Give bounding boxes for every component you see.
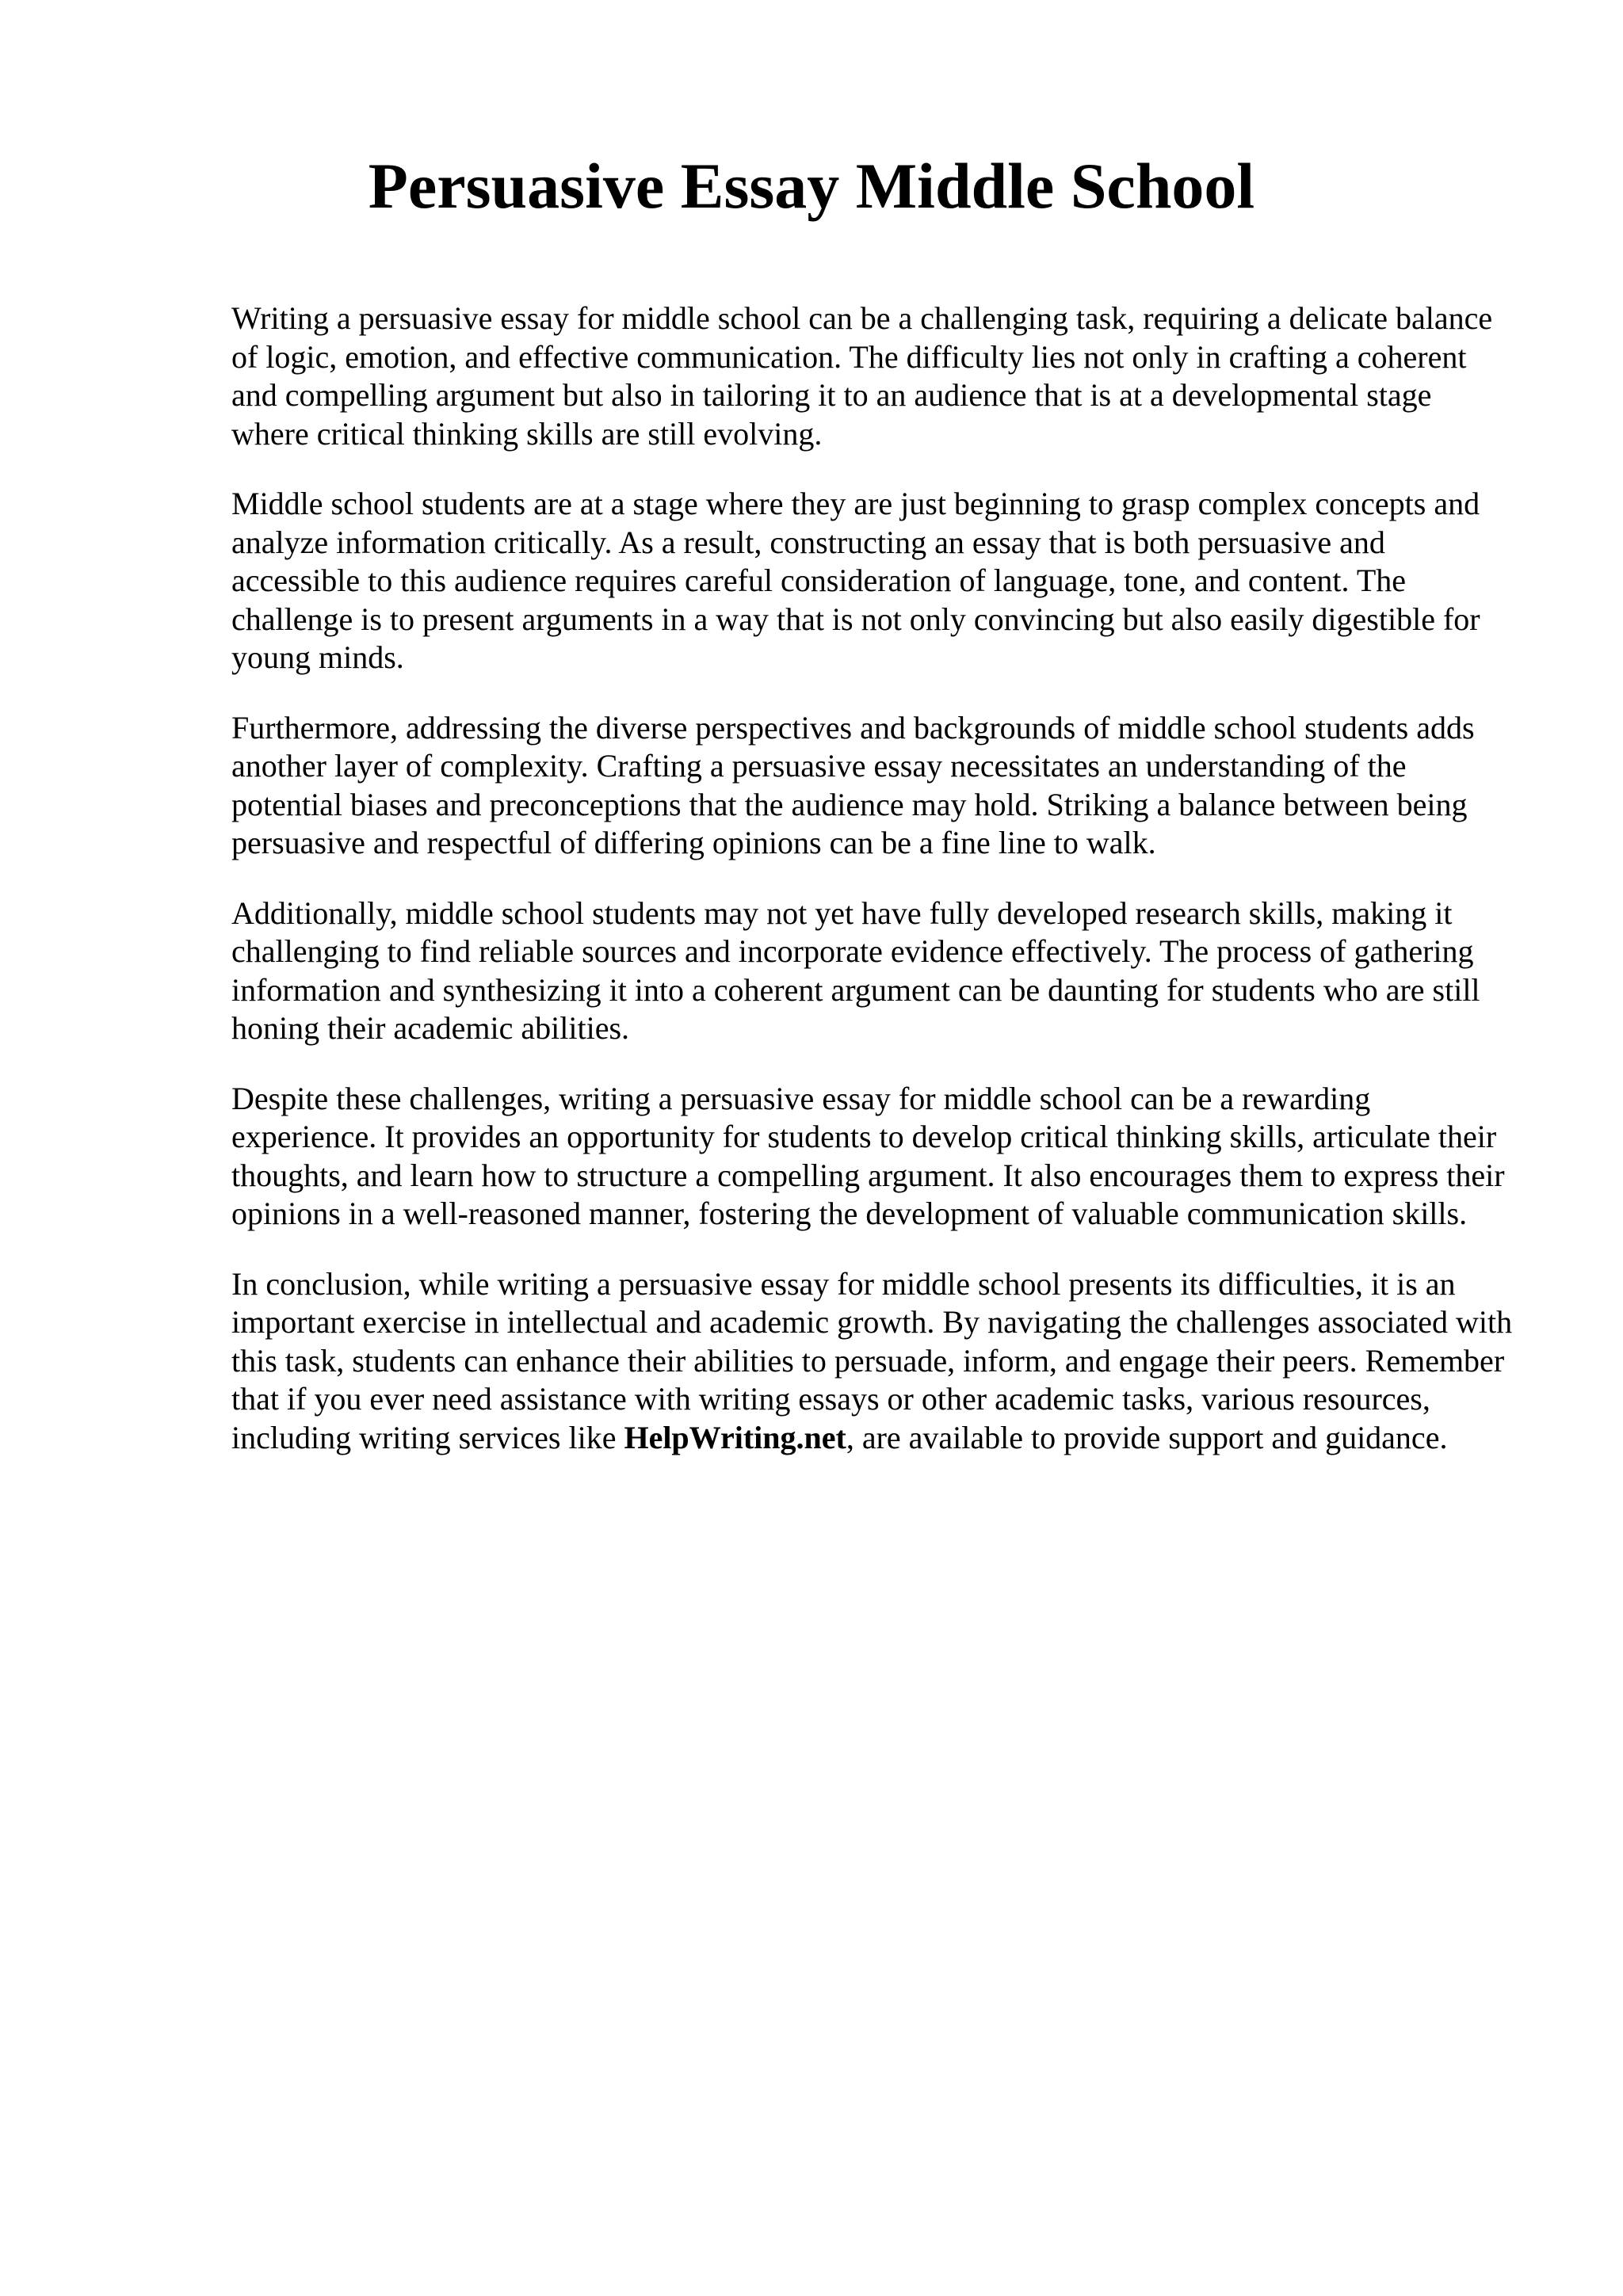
conclusion-text-start: In conclusion, while writing a persuasive essay for middle school presents its difficulties, it is an important exercise in intellectual and academic growth. By navigating the challenges associated with this task, students can enhance their abilities to persuade, inform, and engage their peers. Remember that if you ever need assistance with writing essays or other academic tasks, various resources, including writing services like <box>231 1265 1513 1455</box>
paragraph-research: Additionally, middle school students may not yet have fully developed research skills, making it challenging to find reliable sources and incorporate evidence effectively. The process of gathering information and synthesizing it into a coherent argument can be daunting for students who are still honing their academic abilities. <box>231 894 1480 1046</box>
paragraph-rewards: Despite these challenges, writing a persuasive essay for middle school can be a rewarding experience. It provides an opportunity for students to develop critical thinking skills, articulate their thoughts, and learn how to structure a compelling argument. It also encourages them to express their opinions in a well-reasoned manner, fostering the development of valuable communication skills. <box>231 1080 1505 1231</box>
helpwriting-brand-text: HelpWriting.net <box>624 1419 846 1455</box>
essay-body <box>231 299 1515 1489</box>
paragraph-conclusion <box>231 1265 1515 1458</box>
paragraph-intro: Writing a persuasive essay for middle school can be a challenging task, requiring a delicate balance of logic, emotion, and effective communication. The difficulty lies not only in crafting a coherent and compelling argument but also in tailoring it to an audience that is at a developmental stage where critical thinking skills are still evolving. <box>231 300 1493 452</box>
paragraph-audience: Middle school students are at a stage where they are just beginning to grasp complex concepts and analyze information critically. As a result, constructing an essay that is both persuasive and accessible to this audience requires careful consideration of language, tone, and content. The challenge is to present arguments in a way that is not only convincing but also easily digestible for young minds. <box>231 486 1480 675</box>
conclusion-text-end: , are available to provide support and guidance. <box>846 1419 1448 1455</box>
paragraph-perspectives: Furthermore, addressing the diverse perspectives and backgrounds of middle school students adds another layer of complexity. Crafting a persuasive essay necessitates an understanding of the potential biases and preconceptions that the audience may hold. Striking a balance between being persuasive and respectful of differing opinions can be a fine line to walk. <box>231 709 1475 860</box>
page-title: Persuasive Essay Middle School <box>368 150 1255 222</box>
